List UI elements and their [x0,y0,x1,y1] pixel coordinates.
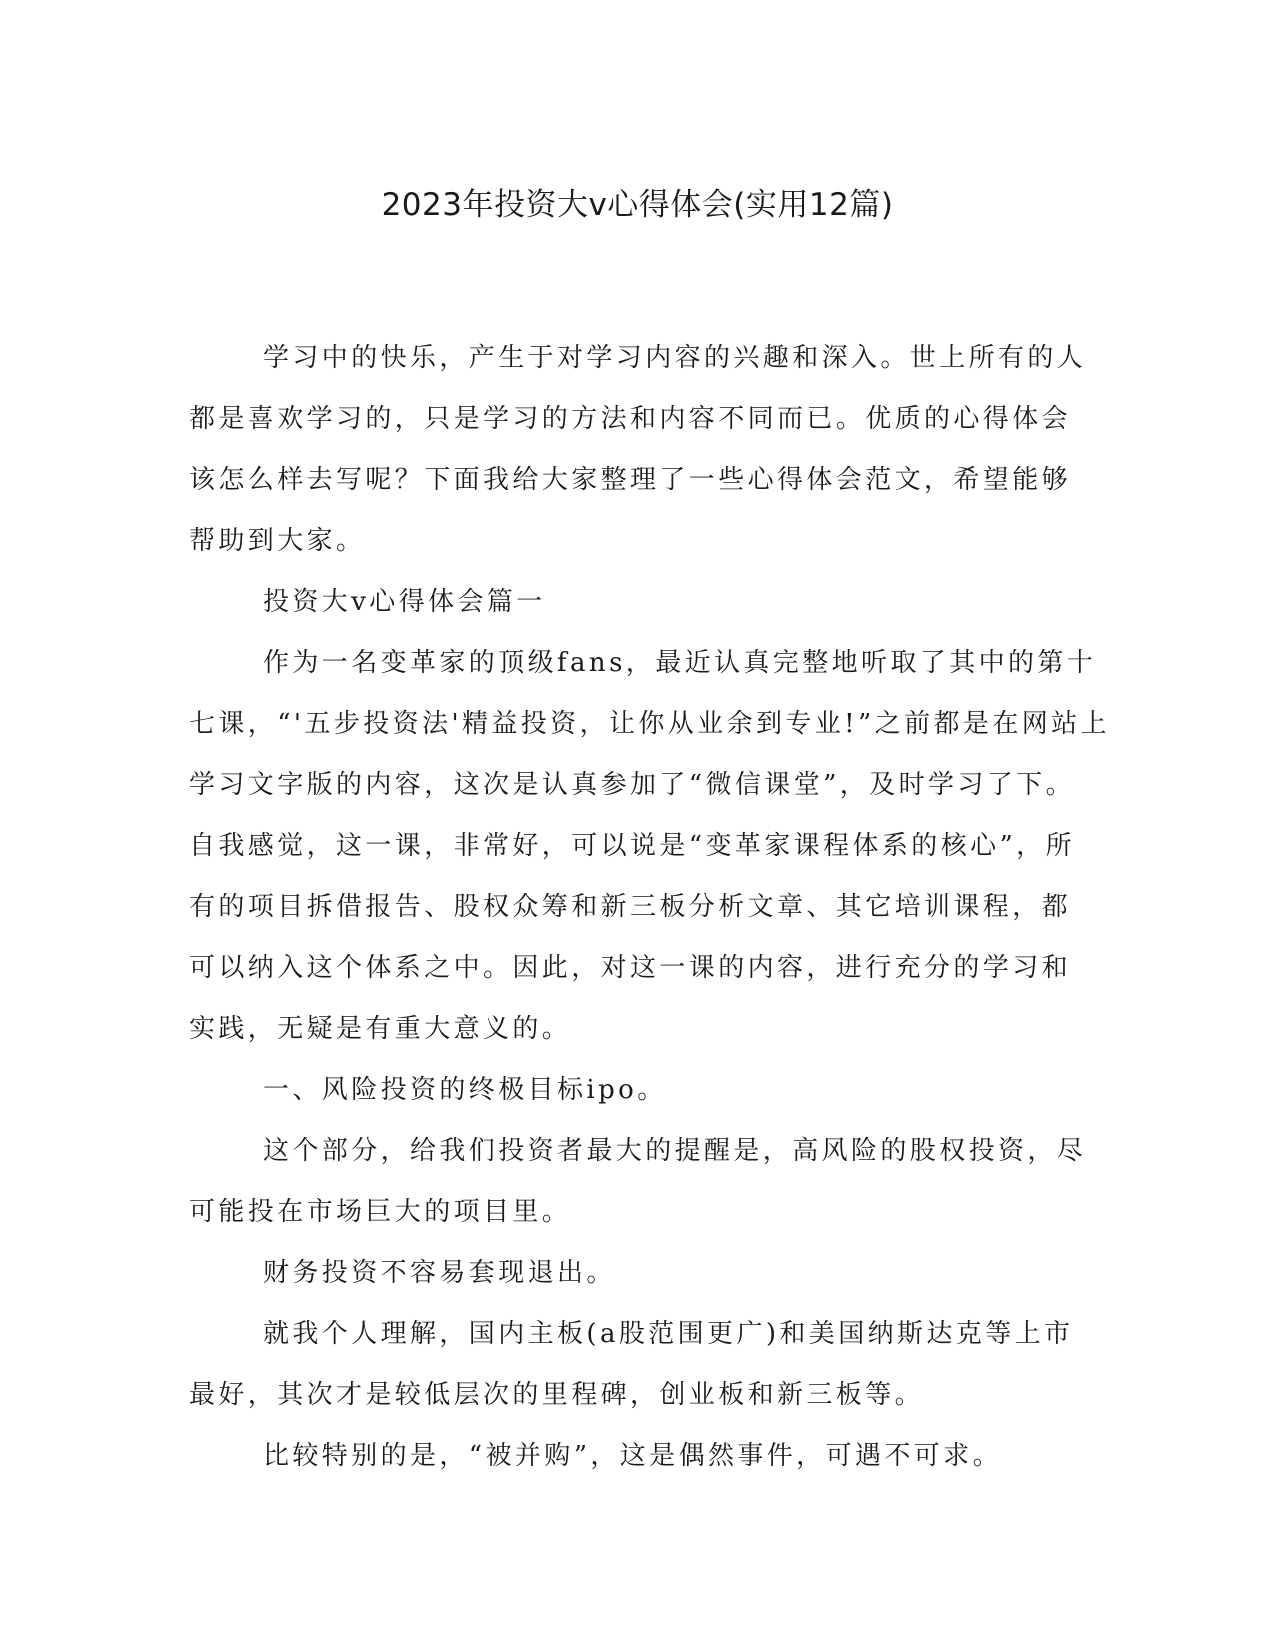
paragraph-line: 自我感觉，这一课，非常好，可以说是“变革家课程体系的核心”，所 [189,831,1075,861]
paragraph-body [189,1304,1077,1426]
paragraph-intro [189,328,1087,572]
paragraph-line: 帮助到大家。 [189,526,366,556]
paragraph-line: 比较特别的是，“被并购”，这是偶然事件，可遇不可求。 [263,1441,1002,1471]
document-body [189,328,1110,1487]
paragraph-line: 可以纳入这个体系之中。因此，对这一课的内容，进行充分的学习和 [189,953,1072,983]
paragraph-body [189,1243,1077,1304]
paragraph-line: 可能投在市场巨大的项目里。 [189,1197,572,1227]
paragraph-body [189,633,1110,1060]
paragraph-body [189,1426,1077,1487]
paragraph-line: 该怎么样去写呢？下面我给大家整理了一些心得体会范文，希望能够 [189,465,1072,495]
paragraph-line: 这个部分，给我们投资者最大的提醒是，高风险的股权投资，尽 [263,1136,1087,1166]
paragraph-line: 最好，其次才是较低层次的里程碑，创业板和新三板等。 [189,1380,925,1410]
paragraph-line: 学习中的快乐，产生于对学习内容的兴趣和深入。世上所有的人 [263,343,1087,373]
paragraph-line: 都是喜欢学习的，只是学习的方法和内容不同而已。优质的心得体会 [189,404,1072,434]
paragraph-line: 有的项目拆借报告、股权众筹和新三板分析文章、其它培训课程，都 [189,892,1072,922]
paragraph-line: 一、风险投资的终极目标ipo。 [263,1075,667,1105]
paragraph-line: 学习文字版的内容，这次是认真参加了“微信课堂”，及时学习了下。 [189,770,1075,800]
subheading [189,1060,1077,1121]
paragraph-line: 实践，无疑是有重大意义的。 [189,1014,572,1044]
paragraph-line: 七课，“'五步投资法'精益投资，让你从业余到专业!”之前都是在网站上 [189,709,1110,739]
paragraph-line: 财务投资不容易套现退出。 [263,1258,616,1288]
paragraph-line: 作为一名变革家的顶级fans，最近认真完整地听取了其中的第十 [263,648,1097,678]
paragraph-body [189,1121,1087,1243]
document-title: 2023年投资大v心得体会(实用12篇) [381,187,894,223]
paragraph-line: 投资大v心得体会篇一 [263,587,546,617]
section-heading [189,572,1077,633]
paragraph-line: 就我个人理解，国内主板(a股范围更广)和美国纳斯达克等上市 [263,1319,1074,1349]
